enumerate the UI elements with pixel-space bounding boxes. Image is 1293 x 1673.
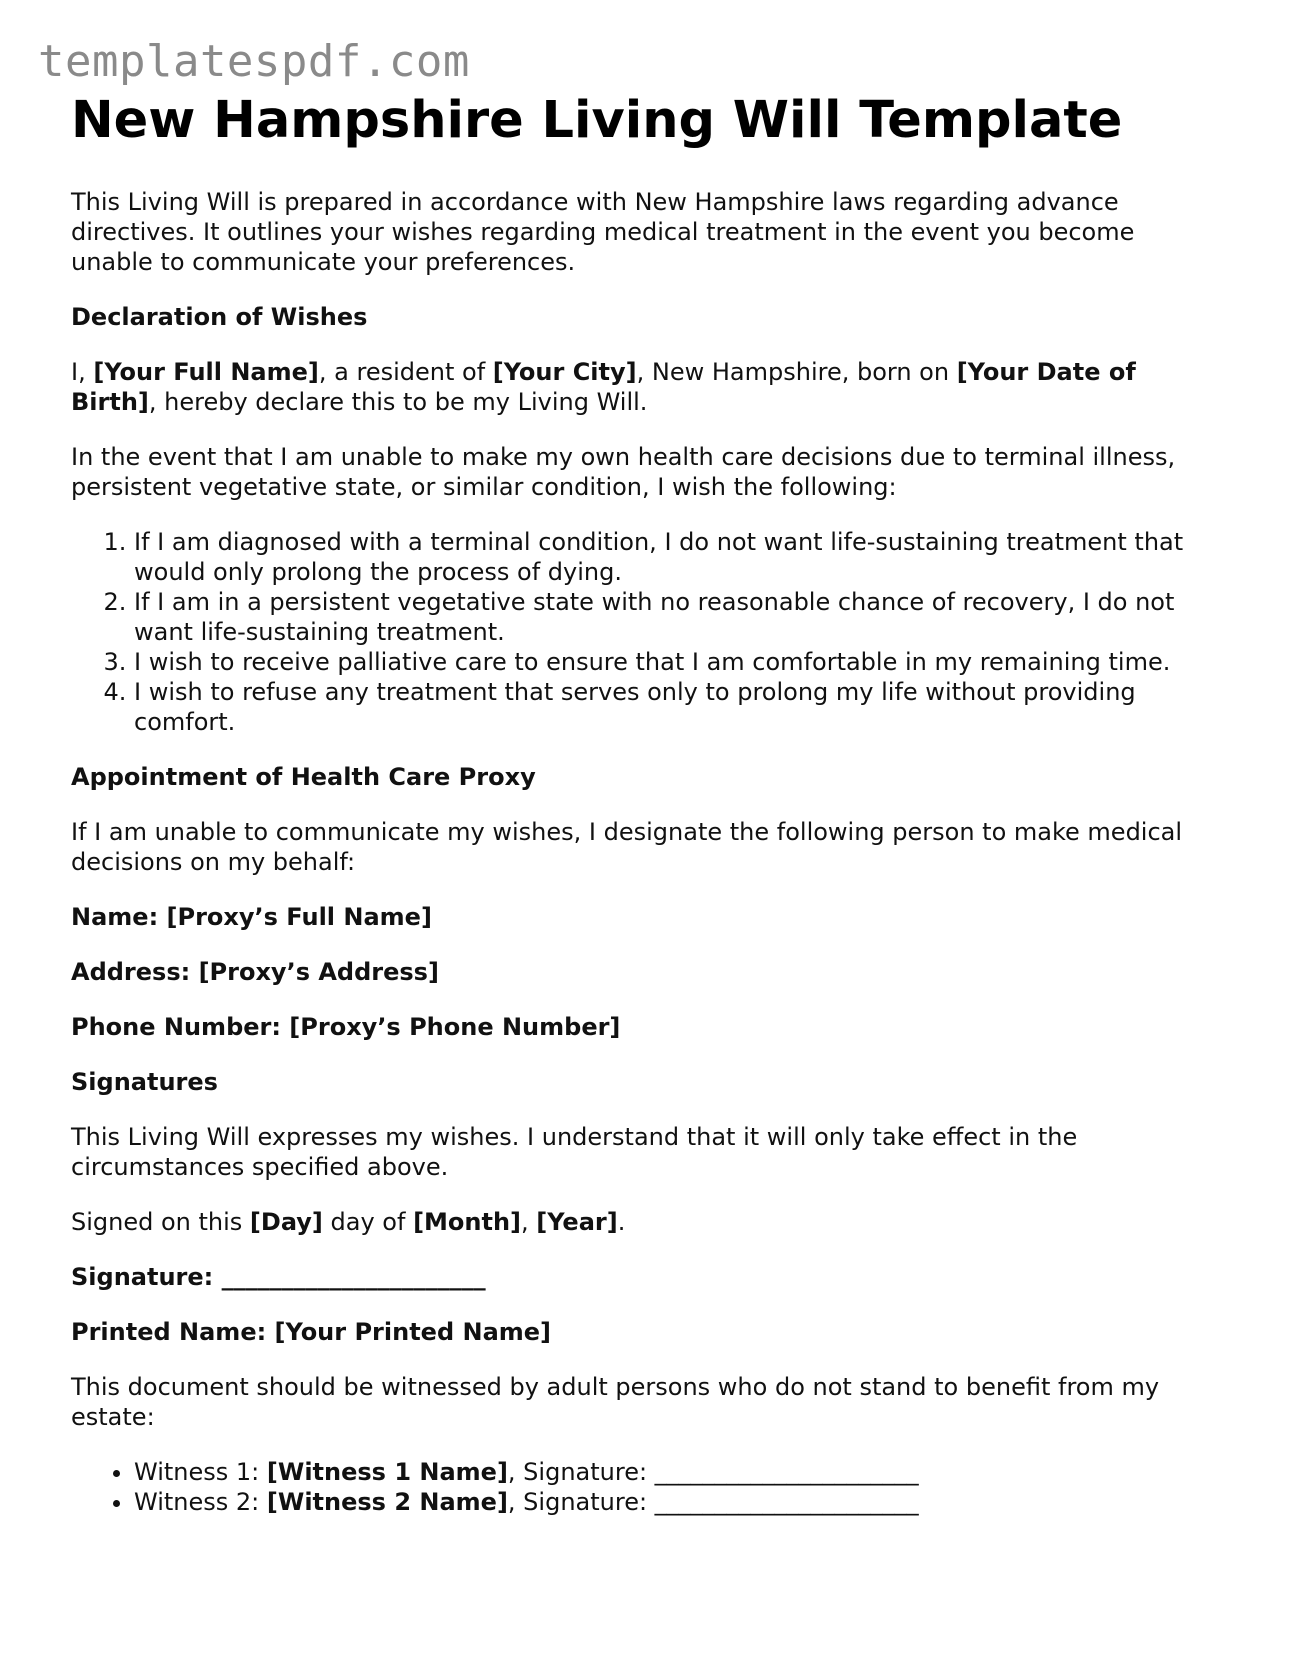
proxy-heading: Appointment of Health Care Proxy [71, 762, 536, 791]
declaration-text-1: I, [71, 357, 94, 386]
witness-label: Witness 1: [134, 1457, 267, 1486]
document-page [71, 92, 1221, 1542]
full-name-placeholder: [Your Full Name] [93, 357, 319, 386]
signed-on-text-3: , [521, 1207, 537, 1236]
condition-paragraph: In the event that I am unable to make my own health care decisions due to terminal illness, persistent vegetative state, or similar condition, I wish the following: [71, 442, 1176, 501]
document-title: New Hampshire Living Will Template [71, 91, 1123, 150]
witness-label: Witness 2: [134, 1487, 267, 1516]
signatures-statement: This Living Will expresses my wishes. I understand that it will only take effect in the circumstances specified above. [71, 1122, 1078, 1181]
witness-list [71, 1457, 1221, 1517]
signed-on-text-1: Signed on this [71, 1207, 250, 1236]
witness-name-placeholder: [Witness 2 Name] [266, 1487, 508, 1516]
declaration-text-2: , a resident of [318, 357, 493, 386]
witness-item [134, 1457, 1221, 1487]
dob-placeholder: [Your Date of Birth] [71, 357, 1136, 416]
declaration-statement [71, 357, 1221, 417]
intro-paragraph: This Living Will is prepared in accordance with New Hampshire laws regarding advance directives. It outlines your wishes regarding medical treatment in the event you become unable to communicate your preferences. [71, 187, 1135, 276]
wish-item: 4. I wish to refuse any treatment that serves only to prolong my life without providing comfort. [134, 677, 1221, 737]
signature-line: Signature: ______________________ [71, 1262, 486, 1291]
proxy-address-line: Address: [Proxy’s Address] [71, 957, 439, 986]
witness-signature-line: , Signature: ______________________ [507, 1487, 919, 1516]
month-placeholder: [Month] [413, 1207, 522, 1236]
signed-on-line [71, 1207, 1221, 1237]
signed-on-text-4: . [617, 1207, 626, 1236]
signed-on-text-2: day of [322, 1207, 414, 1236]
witness-intro: This document should be witnessed by adult persons who do not stand to benefit from my estate: [71, 1372, 1160, 1431]
watermark: templatespdf.com [38, 36, 470, 87]
day-placeholder: [Day] [249, 1207, 323, 1236]
witness-item [134, 1487, 1221, 1517]
witness-name-placeholder: [Witness 1 Name] [266, 1457, 508, 1486]
wishes-list [71, 527, 1221, 737]
proxy-name-line: Name: [Proxy’s Full Name] [71, 902, 432, 931]
year-placeholder: [Year] [536, 1207, 618, 1236]
wish-item: 3. I wish to receive palliative care to ensure that I am comfortable in my remaining time. [134, 647, 1221, 677]
declaration-text-3: , New Hampshire, born on [636, 357, 957, 386]
declaration-heading: Declaration of Wishes [71, 302, 368, 331]
signatures-heading: Signatures [71, 1067, 218, 1096]
proxy-intro: If I am unable to communicate my wishes, I designate the following person to make medical decisions on my behalf: [71, 817, 1183, 876]
city-placeholder: [Your City] [492, 357, 637, 386]
declaration-text-4: , hereby declare this to be my Living Will. [148, 387, 648, 416]
printed-name-line: Printed Name: [Your Printed Name] [71, 1317, 552, 1346]
witness-signature-line: , Signature: ______________________ [507, 1457, 919, 1486]
proxy-phone-line: Phone Number: [Proxy’s Phone Number] [71, 1012, 621, 1041]
wish-item: 1. If I am diagnosed with a terminal condition, I do not want life-sustaining treatment that would only prolong the process of dying. [134, 527, 1221, 587]
wish-item: 2. If I am in a persistent vegetative state with no reasonable chance of recovery, I do not want life-sustaining treatment. [134, 587, 1221, 647]
